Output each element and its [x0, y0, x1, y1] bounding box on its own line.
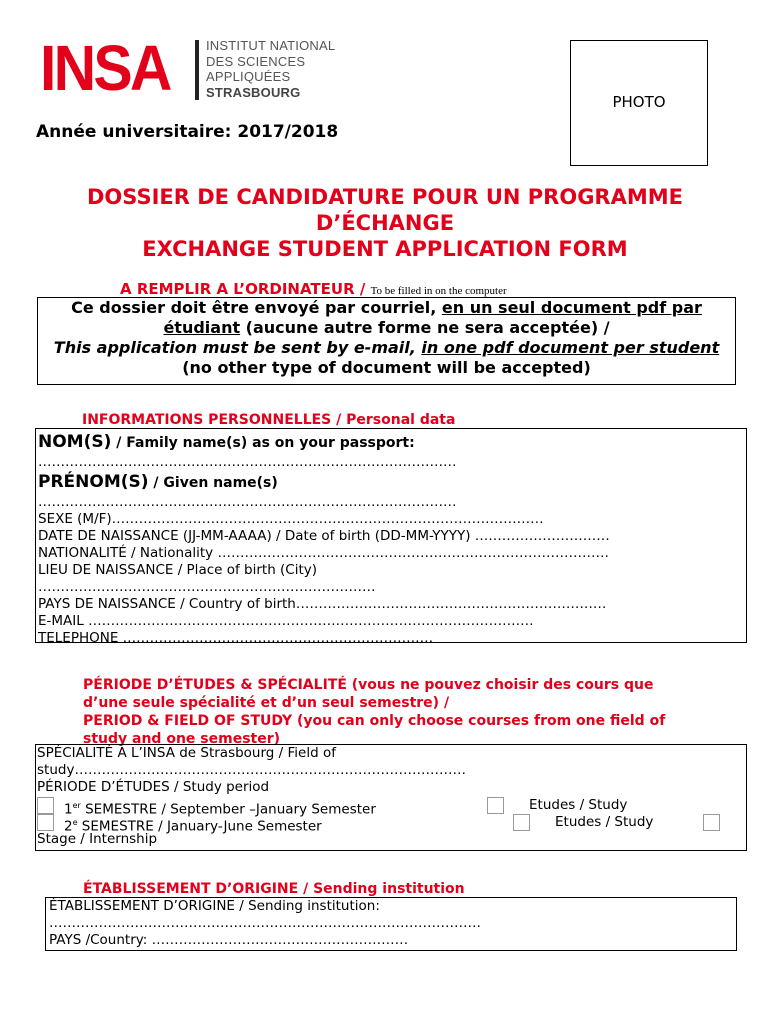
- period-fields: [37, 745, 743, 796]
- sem1-checkbox[interactable]: [37, 797, 54, 814]
- birth-country-field[interactable]: PAYS DE NAISSANCE / Country of birth……………………………………………………………: [38, 596, 607, 612]
- fill-notice-fr: A REMPLIR A L’ORDINATEUR /: [120, 280, 371, 298]
- period-heading-line-3: PERIOD & FIELD OF STUDY (you can only choose courses from one field of: [83, 713, 666, 729]
- given-name-label: PRÉNOM(S): [38, 472, 149, 492]
- sem2-text: SEMESTRE / January-June Semester: [77, 818, 322, 835]
- personal-data-fields: [38, 431, 738, 647]
- sem1-superscript: er: [72, 801, 81, 810]
- field-of-study-label: SPÉCIALITÉ A L’INSA de Strasbourg / Field of: [37, 745, 336, 761]
- family-name-hint: / Family name(s) as on your passport:: [111, 435, 415, 451]
- given-name-hint: / Given name(s): [148, 475, 278, 491]
- insa-logo-mark: INSA: [40, 32, 170, 104]
- sem2-study-option: Etudes / Study: [555, 814, 654, 830]
- title-line-1: DOSSIER DE CANDIDATURE POUR UN PROGRAMME: [87, 185, 683, 209]
- sem2-study-checkbox[interactable]: [513, 814, 530, 831]
- sending-institution-fields: [49, 898, 731, 949]
- form-title: [30, 184, 740, 262]
- internship-checkbox[interactable]: [703, 814, 720, 831]
- period-heading: [83, 676, 665, 748]
- sem2-superscript: e: [72, 818, 78, 827]
- sending-institution-heading: ÉTABLISSEMENT D’ORIGINE / Sending institution: [83, 881, 465, 897]
- send-notice-en-underline: in one pdf document per student: [421, 338, 720, 357]
- birth-place-label: LIEU DE NAISSANCE / Place of birth (City): [38, 562, 318, 578]
- logo-line-3: APPLIQUÉES: [206, 69, 291, 84]
- send-notice-fr-text: Ce dossier doit être envoyé par courriel,: [71, 298, 442, 317]
- sem1-study-option: Etudes / Study: [529, 797, 628, 813]
- sem1-study-checkbox[interactable]: [487, 797, 504, 814]
- sending-country-field[interactable]: PAYS /Country: …………………………………………………: [49, 932, 409, 948]
- family-name-label-row: [38, 431, 738, 454]
- send-notice-fr: [38, 298, 735, 338]
- fill-notice-en: To be filled in on the computer: [370, 285, 507, 297]
- email-field[interactable]: E-MAIL ………………………………………………………………………………………: [38, 613, 534, 629]
- personal-data-heading: INFORMATIONS PERSONNELLES / Personal data: [82, 412, 456, 428]
- send-notice-note: (no other type of document will be accepted): [182, 358, 591, 377]
- phone-field[interactable]: TELEPHONE ……………………………………………………………: [38, 630, 434, 646]
- period-heading-line-4: study and one semester): [83, 731, 281, 747]
- nationality-field[interactable]: NATIONALITÉ / Nationality ……………………………………………………………………………: [38, 545, 609, 561]
- period-heading-line-1: PÉRIODE D’ÉTUDES & SPÉCIALITÉ (vous ne pouvez choisir des cours que: [83, 677, 654, 693]
- academic-year: Année universitaire: 2017/2018: [36, 122, 339, 142]
- family-name-label: NOM(S): [38, 432, 112, 452]
- sem2-number: 2: [64, 818, 73, 835]
- given-name-field[interactable]: …………………………………………………………………………………: [38, 494, 457, 510]
- photo-box[interactable]: [570, 40, 708, 166]
- fill-notice: [120, 280, 507, 298]
- given-name-label-row: [38, 471, 738, 494]
- field-of-study-field[interactable]: study……………………………………………………………………………: [37, 762, 466, 778]
- send-notice-fr-underline: en un seul document pdf par étudiant: [163, 298, 702, 337]
- birth-date-field[interactable]: DATE DE NAISSANCE (JJ-MM-AAAA) / Date of birth (DD-MM-YYYY) …………………………: [38, 528, 610, 544]
- sending-institution-label: ÉTABLISSEMENT D’ORIGINE / Sending institution:: [49, 898, 380, 914]
- sex-field[interactable]: SEXE (M/F)……………………………………………………………………………………: [38, 511, 544, 527]
- sem2-checkbox[interactable]: [37, 814, 54, 831]
- photo-label: PHOTO: [612, 93, 666, 111]
- logo-divider: [195, 40, 199, 100]
- send-notice-fr-end: (aucune autre forme ne sera acceptée) /: [240, 318, 610, 337]
- family-name-field[interactable]: …………………………………………………………………………………: [38, 454, 457, 470]
- period-heading-line-2: d’une seule spécialité et d’un seul semestre) /: [83, 695, 450, 711]
- logo-city: STRASBOURG: [206, 84, 301, 100]
- title-line-3: EXCHANGE STUDENT APPLICATION FORM: [142, 237, 628, 261]
- internship-label: Stage / Internship: [37, 831, 158, 847]
- sem1-number: 1: [64, 801, 73, 818]
- logo-text: [206, 38, 335, 100]
- study-period-label: PÉRIODE D’ÉTUDES / Study period: [37, 779, 270, 795]
- birth-place-field[interactable]: …………………………………………………………………: [38, 579, 376, 595]
- send-notice-en: [38, 338, 735, 358]
- logo-line-2: DES SCIENCES: [206, 53, 306, 69]
- send-notice-en-text: This application must be sent by e-mail,: [53, 338, 422, 357]
- title-line-2: D’ÉCHANGE: [315, 211, 455, 235]
- sending-institution-field[interactable]: ……………………………………………………………………………………: [49, 915, 481, 931]
- send-notice-box: [37, 297, 736, 385]
- logo-line-1: INSTITUT NATIONAL: [206, 38, 336, 53]
- sem1-text: SEMESTRE / September –January Semester: [80, 801, 376, 818]
